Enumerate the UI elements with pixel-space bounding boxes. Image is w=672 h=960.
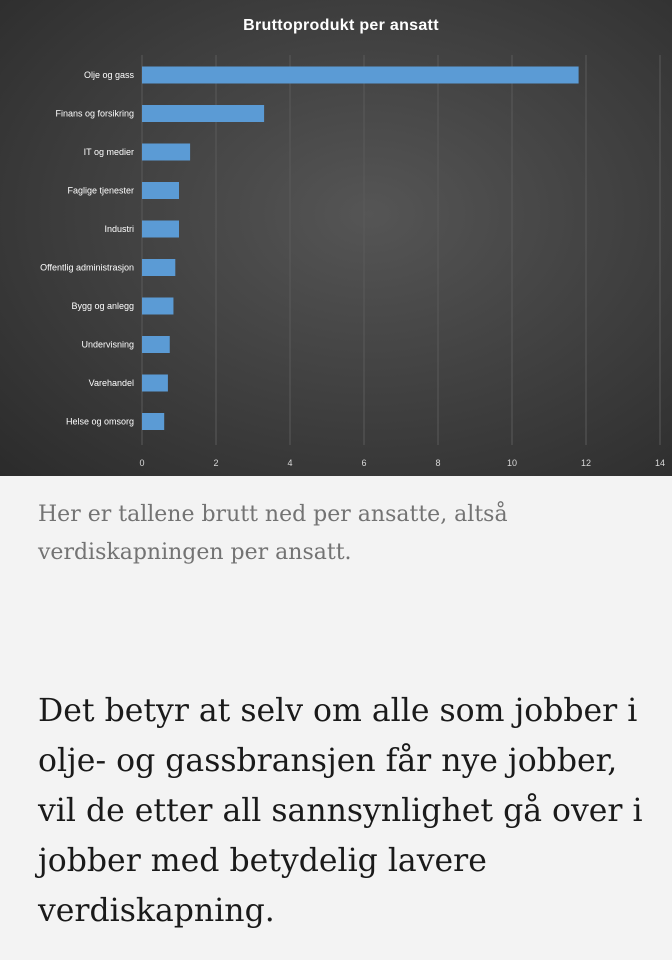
bar [142,298,173,315]
bar [142,182,179,199]
x-tick-label: 4 [287,458,293,468]
bar [142,375,168,392]
category-label: Undervisning [81,339,134,350]
article-paragraph: Det betyr at selv om alle som jobber i olje- og gassbransjen får nye jobber, vil de etter all sannsynlighet gå over i jobber med betydelig lavere verdiskapning. [38,693,643,929]
x-tick-label: 8 [435,458,441,468]
bar [142,259,175,276]
category-label: Industri [104,224,134,234]
category-label: Finans og forsikring [55,108,134,119]
category-label: Faglige tjenester [67,185,134,196]
bar-chart [0,0,672,476]
x-tick-label: 0 [139,458,145,468]
x-tick-label: 12 [580,458,592,468]
chart-canvas [0,0,672,476]
bar [142,413,164,430]
x-tick-label: 10 [506,458,518,468]
x-tick-label: 2 [213,458,219,468]
category-label: IT og medier [83,147,134,157]
bar [142,105,264,122]
bar [142,67,579,84]
category-label: Varehandel [88,378,134,388]
category-label: Offentlig administrasjon [40,262,134,273]
x-tick-label: 14 [654,458,666,468]
bar [142,221,179,238]
chart-title: Bruttoprodukt per ansatt [243,17,439,34]
bar [142,336,170,353]
category-label: Bygg og anlegg [71,301,134,311]
category-label: Olje og gass [83,70,134,80]
x-tick-label: 6 [361,458,367,468]
category-label: Helse og omsorg [65,416,134,427]
bar [142,144,190,161]
image-caption: Her er tallene brutt ned per ansatte, altså verdiskapningen per ansatt. [38,502,508,565]
